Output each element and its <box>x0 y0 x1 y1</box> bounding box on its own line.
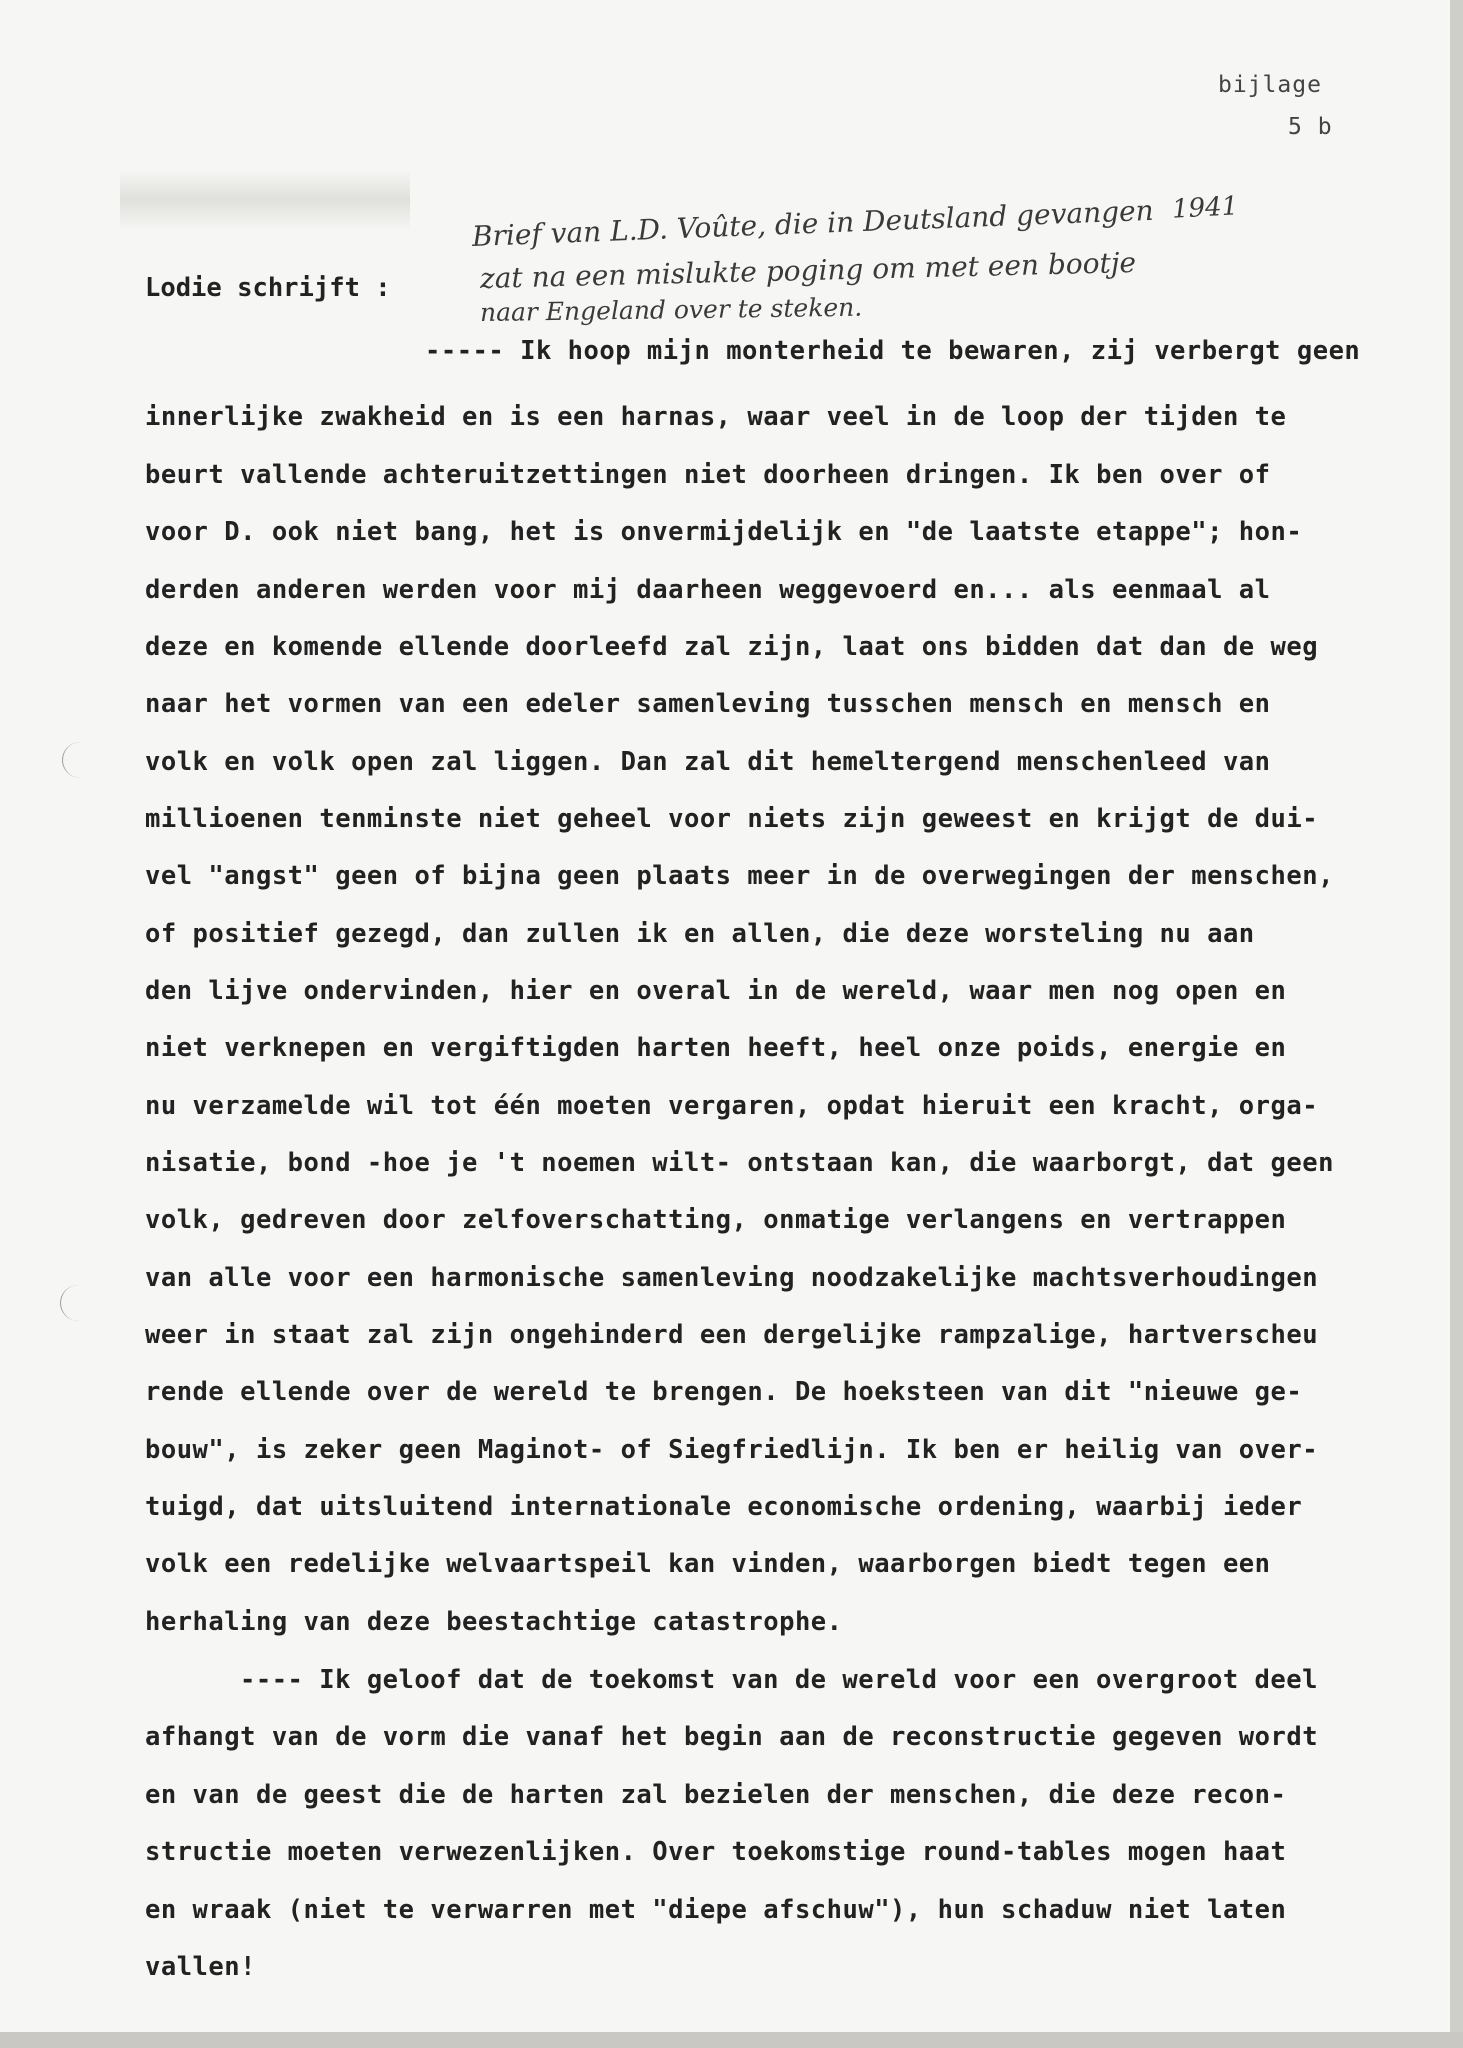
punch-hole-mark <box>62 742 99 778</box>
body-line: deze en komende ellende doorleefd zal zijn, laat ons bidden dat dan de weg <box>145 632 1319 662</box>
scan-edge-right <box>1450 0 1463 2048</box>
body-line: volk een redelijke welvaartspeil kan vinden, waarborgen biedt tegen een <box>145 1549 1271 1579</box>
photocopy-shade <box>120 170 410 230</box>
punch-hole-mark <box>60 1285 97 1321</box>
annex-number: 5 b <box>1288 114 1333 140</box>
body-line: structie moeten verwezenlijken. Over toekomstige round-tables mogen haat <box>145 1837 1287 1867</box>
body-line: ---- Ik geloof dat de toekomst van de wereld voor een overgroot deel <box>240 1665 1318 1695</box>
body-line: of positief gezegd, dan zullen ik en allen, die deze worsteling nu aan <box>145 919 1255 949</box>
body-line: innerlijke zwakheid en is een harnas, waar veel in de loop der tijden te <box>145 402 1287 432</box>
body-line: afhangt van de vorm die vanaf het begin aan de reconstructie gegeven wordt <box>145 1722 1319 1752</box>
body-line: bouw", is zeker geen Maginot- of Siegfriedlijn. Ik ben er heilig van over- <box>145 1435 1319 1465</box>
body-line: naar het vormen van een edeler samenleving tusschen mensch en mensch en <box>145 689 1271 719</box>
body-line: beurt vallende achteruitzettingen niet doorheen dringen. Ik ben over of <box>145 460 1271 490</box>
body-line: derden anderen werden voor mij daarheen weggevoerd en... als eenmaal al <box>145 575 1271 605</box>
body-line: rende ellende over de wereld te brengen. De hoeksteen van dit "nieuwe ge- <box>145 1377 1303 1407</box>
body-line: van alle voor een harmonische samenleving noodzakelijke machtsverhoudingen <box>145 1263 1319 1293</box>
body-line: en van de geest die de harten zal bezielen der menschen, die deze recon- <box>145 1780 1287 1810</box>
body-line: niet verknepen en vergiftigden harten heeft, heel onze poids, energie en <box>145 1033 1287 1063</box>
handwritten-note-line-1: Brief van L.D. Voûte, die in Deutsland gevangen <box>471 193 1155 253</box>
handwritten-note-line-2: zat na een mislukte poging om met een bootje <box>479 245 1137 295</box>
body-line: ----- Ik hoop mijn monterheid te bewaren, zij verbergt geen <box>425 336 1361 366</box>
body-line: herhaling van deze beestachtige catastrophe. <box>145 1607 843 1637</box>
scan-edge-bottom <box>0 2032 1463 2048</box>
body-line: millioenen tenminste niet geheel voor niets zijn geweest en krijgt de dui- <box>145 804 1319 834</box>
letter-title: Lodie schrijft : <box>145 273 391 303</box>
body-line: nu verzamelde wil tot één moeten vergaren, opdat hieruit een kracht, orga- <box>145 1091 1319 1121</box>
body-line: en wraak (niet te verwarren met "diepe afschuw"), hun schaduw niet laten <box>145 1895 1287 1925</box>
body-line: volk en volk open zal liggen. Dan zal dit hemeltergend menschenleed van <box>145 747 1271 777</box>
body-line: weer in staat zal zijn ongehinderd een dergelijke rampzalige, hartverscheu <box>145 1320 1319 1350</box>
body-line: vallen! <box>145 1952 256 1982</box>
body-line: voor D. ook niet bang, het is onvermijdelijk en "de laatste etappe"; hon- <box>145 517 1303 547</box>
handwritten-year: 1941 <box>1171 191 1239 225</box>
annex-label: bijlage <box>1218 72 1322 98</box>
body-line: volk, gedreven door zelfoverschatting, onmatige verlangens en vertrappen <box>145 1205 1287 1235</box>
handwritten-note-line-3: naar Engeland over te steken. <box>479 292 863 327</box>
body-line: den lijve ondervinden, hier en overal in de wereld, waar men nog open en <box>145 976 1287 1006</box>
body-line: vel "angst" geen of bijna geen plaats meer in de overwegingen der menschen, <box>145 861 1334 891</box>
body-line: tuigd, dat uitsluitend internationale economische ordening, waarbij ieder <box>145 1492 1303 1522</box>
body-line: nisatie, bond -hoe je 't noemen wilt- ontstaan kan, die waarborgt, dat geen <box>145 1148 1334 1178</box>
